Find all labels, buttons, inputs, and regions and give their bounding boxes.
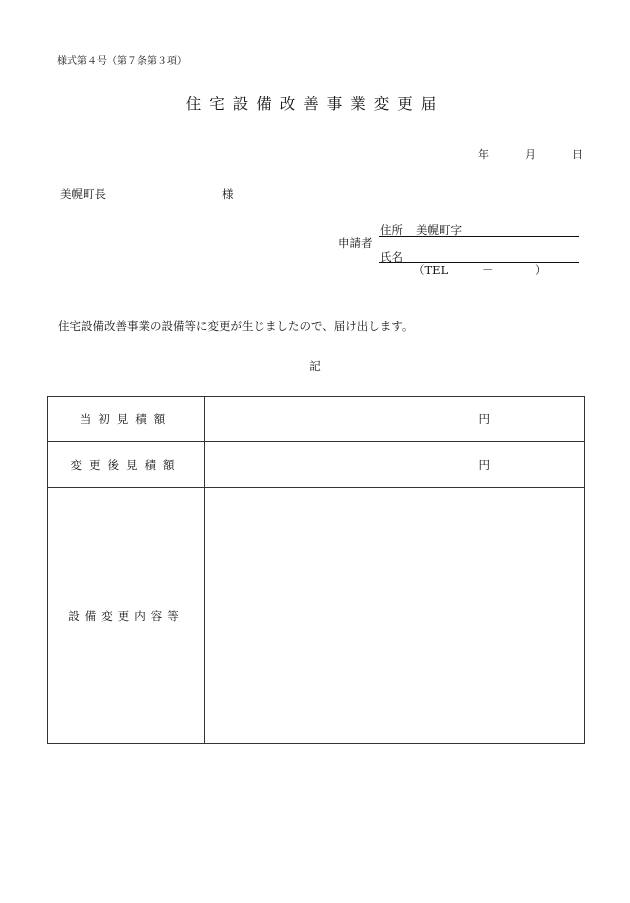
name-field[interactable] (379, 262, 579, 263)
revised-estimate-unit: 円 (478, 457, 490, 472)
tel-open-label: （TEL (413, 263, 449, 277)
address-underline (379, 236, 579, 237)
address-field[interactable]: 美幌町字 (416, 223, 462, 237)
table-row-change-details (48, 488, 585, 744)
date-day-label: 日 (572, 148, 583, 161)
table-row-revised-estimate (48, 442, 585, 488)
initial-estimate-label: 当初見積額 (48, 397, 205, 442)
initial-estimate-unit: 円 (478, 412, 490, 426)
date-month-label: 月 (525, 148, 536, 161)
addressee-honorific: 様 (222, 187, 234, 201)
ki-heading: 記 (309, 359, 321, 373)
tel-close: ） (535, 263, 547, 277)
date-year-label: 年 (478, 148, 489, 161)
revised-estimate-label: 変更後見積額 (48, 442, 205, 488)
tel-dash: － (482, 263, 494, 277)
change-details-label: 設備変更内容等 (48, 488, 205, 744)
table-row-initial-estimate (48, 397, 585, 442)
initial-estimate-field[interactable] (205, 397, 585, 442)
revised-estimate-field[interactable] (205, 442, 585, 488)
addressee-name: 美幌町長 (60, 187, 106, 201)
estimate-table (47, 396, 585, 744)
document-title: 住宅設備改善事業変更届 (185, 95, 445, 113)
applicant-label: 申請者 (338, 236, 373, 250)
notice-text: 住宅設備改善事業の設備等に変更が生じましたので、届け出します。 (58, 319, 414, 333)
name-label: 氏名 (380, 250, 403, 264)
form-number: 様式第４号（第７条第３項） (57, 56, 187, 67)
address-label: 住所 (380, 223, 403, 237)
change-details-field[interactable] (205, 488, 585, 744)
